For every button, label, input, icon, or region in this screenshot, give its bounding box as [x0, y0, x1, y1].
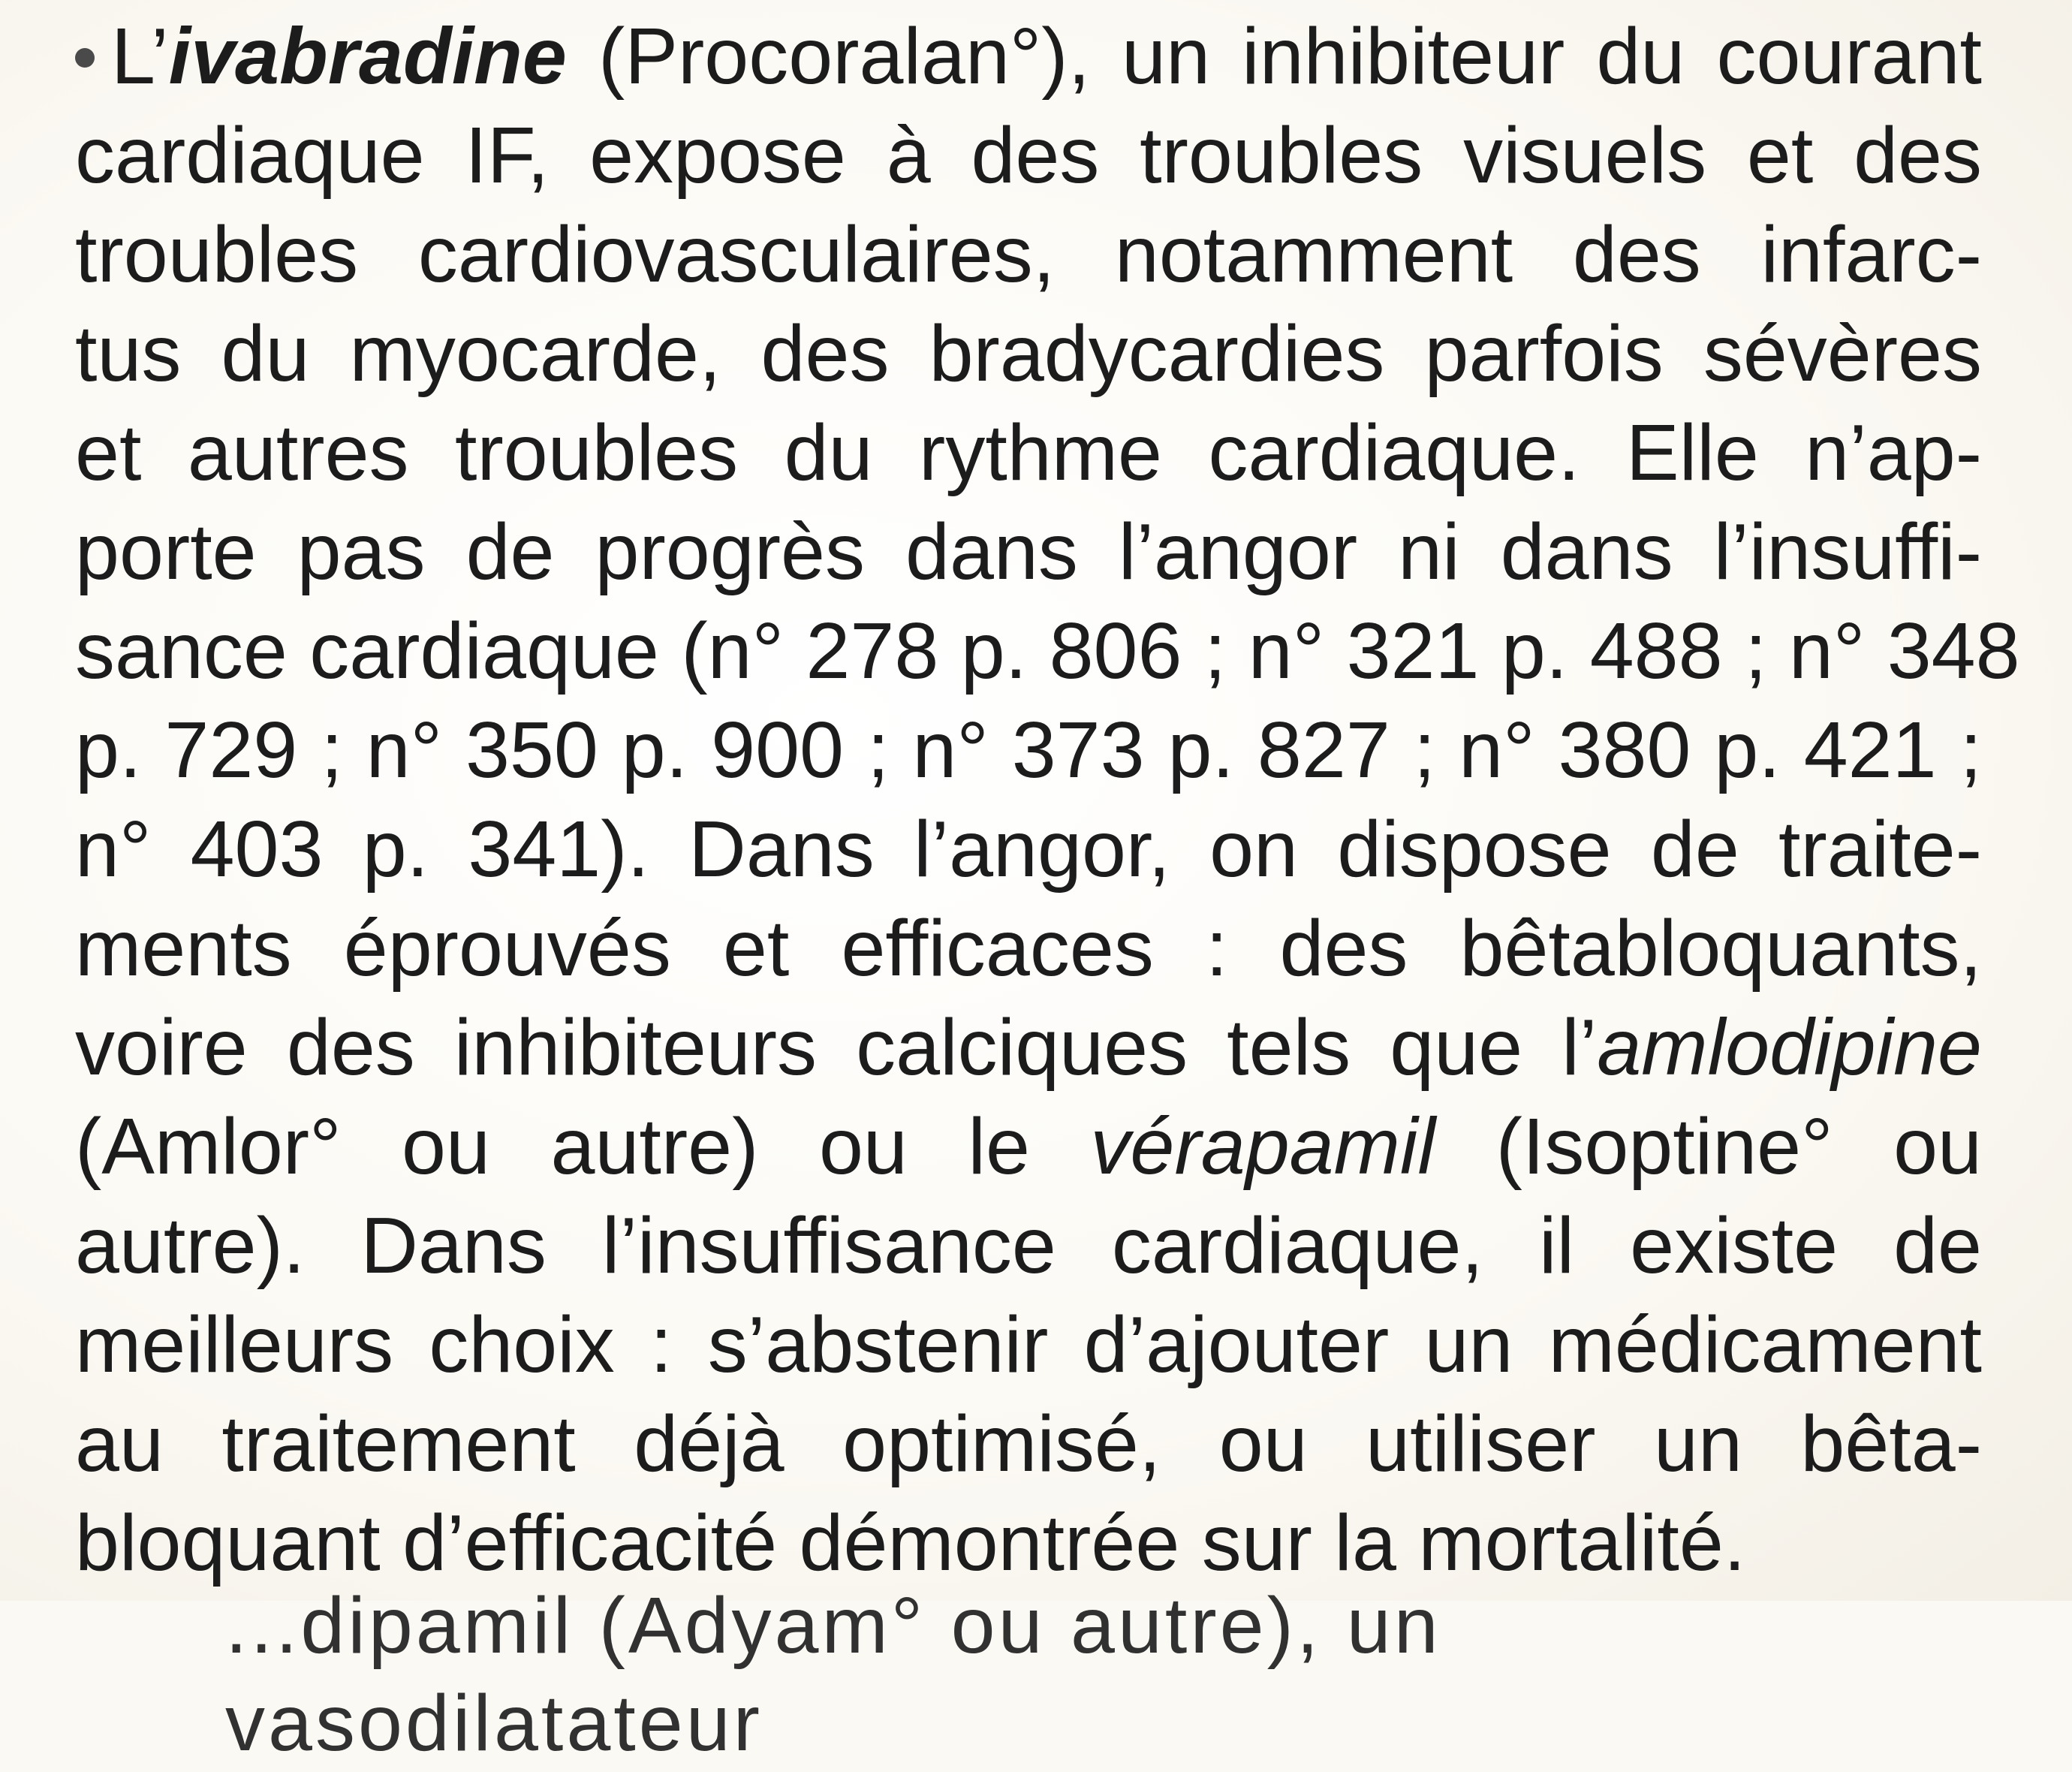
line-1-lead: L’: [111, 12, 169, 101]
text-line-3: troubles cardiovasculaires, notamment des infarc-: [75, 210, 1982, 299]
drug-name-ivabradine: ivabradine: [168, 12, 567, 101]
cut-off-next-line: [225, 1577, 1877, 1767]
text-line-9: n° 403 p. 341). Dans l’angor, on dispose de traite-: [75, 805, 1982, 894]
text-line-7: sance cardiaque (n° 278 p. 806 ; n° 321 p. 488 ; n° 348: [75, 607, 2020, 695]
text-line-15: au traitement déjà optimisé, ou utiliser un bêta-: [75, 1400, 1982, 1488]
text-line-10: ments éprouvés et efficaces : des bêtabloquants,: [75, 904, 1982, 993]
text-line-12: [75, 1098, 1982, 1195]
line-12-post: (Isoptine° ou: [1435, 1102, 1982, 1191]
drug-name-amlodipine: amlodipine: [1597, 1003, 1982, 1092]
drug-name-verapamil: vérapamil: [1090, 1102, 1436, 1191]
text-line-6: porte pas de progrès dans l’angor ni dans l’insuffi-: [75, 508, 1982, 596]
text-line-11: [75, 999, 1982, 1096]
text-line-5: et autres troubles du rythme cardiaque. Elle n’ap-: [75, 408, 1982, 497]
text-line-1: [75, 8, 1982, 105]
bullet-icon: [75, 48, 95, 68]
text-line-14: meilleurs choix : s’abstenir d’ajouter un médicament: [75, 1300, 1982, 1389]
text-line-13: autre). Dans l’insuffisance cardiaque, il existe de: [75, 1201, 1982, 1290]
text-line-2: cardiaque IF, expose à des troubles visuels et des: [75, 111, 1982, 200]
line-12-pre: (Amlor° ou autre) ou le: [75, 1102, 1091, 1191]
text-line-8: p. 729 ; n° 350 p. 900 ; n° 373 p. 827 ; n° 380 p. 421 ;: [75, 706, 1982, 794]
text-line-4: tus du myocarde, des bradycardies parfois sévères: [75, 309, 1982, 398]
line-11-pre: voire des inhibiteurs calciques tels que l’: [75, 1003, 1598, 1092]
text-line-16: bloquant d’efficacité démontrée sur la mortalité.: [75, 1499, 1746, 1587]
line-1-rest: (Procoralan°), un inhibiteur du courant: [566, 12, 1982, 101]
line-17-partial: ...dipamil (Adyam° ou autre), un vasodilatateur: [225, 1581, 1441, 1767]
